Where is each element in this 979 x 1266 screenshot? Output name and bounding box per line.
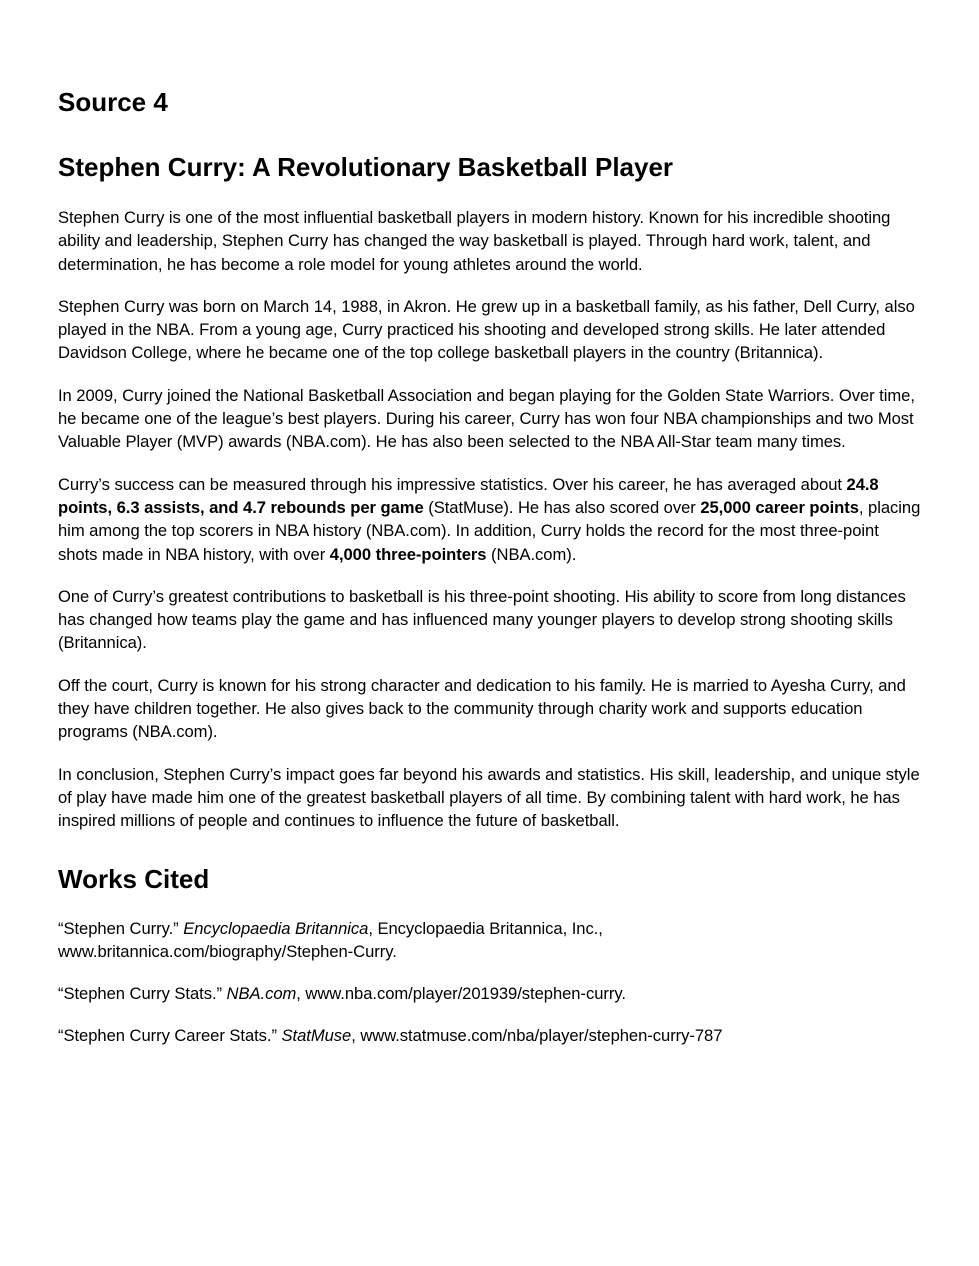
paragraph-three-point: One of Curry’s greatest contributions to basketball is his three-point shooting. His ability to score from long distances has changed how teams play the game and has influenced many younger players to develop strong shooting skills (Britannica). (58, 586, 906, 653)
citation-title: “Stephen Curry Stats.” (58, 984, 227, 1004)
paragraph-nba-career: In 2009, Curry joined the National Basketball Association and began playing for the Golden State Warriors. Over time, he became one of the league’s best players. During his career, Curry has won four NBA championships and two Most Valuable Player (MVP) awards (NBA.com). He has also been selected to the NBA All-Star team many times. (58, 385, 915, 452)
citation-title: “Stephen Curry Career Stats.” (58, 1026, 282, 1046)
paragraph-intro: Stephen Curry is one of the most influential basketball players in modern history. Known for his incredible shooting ability and leadership, Stephen Curry has changed the way basketball is played. Through hard work, talent, and determination, he has become a role model for young athletes around the world. (58, 208, 891, 274)
works-cited-heading: Works Cited (58, 863, 210, 894)
stats-text-2: (StatMuse). He has also scored over (423, 497, 701, 517)
citation-source: StatMuse (281, 1026, 352, 1046)
citation-url: www.britannica.com/biography/Stephen-Curry. (58, 941, 397, 961)
stats-text-3: , placing him among the top scorers in NBA history (NBA.com). In addition, Curry holds the record for the most three-point shots made in NBA history, with over (58, 497, 921, 564)
citation-source: Encyclopaedia Britannica (183, 918, 369, 938)
paragraph-conclusion: In conclusion, Stephen Curry’s impact goes far beyond his awards and statistics. His skill, leadership, and unique style of play have made him one of the greatest basketball players of all time. By combining talent with hard work, he has inspired millions of people and continues to influence the future of basketball. (58, 764, 920, 831)
citation-rest: , www.nba.com/player/201939/stephen-curry. (296, 984, 626, 1004)
paragraph-off-court: Off the court, Curry is known for his strong character and dedication to his family. He is married to Ayesha Curry, and they have children together. He also gives back to the community through charity work and supports education programs (NBA.com). (58, 675, 906, 742)
citation-source: NBA.com (226, 984, 297, 1004)
paragraph-statistics (58, 473, 921, 566)
article-title: Stephen Curry: A Revolutionary Basketball Player (58, 152, 674, 182)
stats-averages: 24.8 points, 6.3 assists, and 4.7 rebounds per game (58, 474, 879, 517)
stats-career-points: 25,000 career points (700, 497, 859, 517)
citation-statmuse (58, 1024, 921, 1047)
stats-three-pointers: 4,000 three-pointers (329, 544, 487, 564)
citation-britannica (58, 917, 921, 964)
source-label: Source 4 (58, 87, 168, 117)
citation-nba (58, 982, 921, 1005)
citation-rest: , www.statmuse.com/nba/player/stephen-curry-787 (351, 1026, 723, 1046)
paragraph-early-life: Stephen Curry was born on March 14, 1988, in Akron. He grew up in a basketball family, as his father, Dell Curry, also played in the NBA. From a young age, Curry practiced his shooting and developed strong skills. He later attended Davidson College, where he became one of the top college basketball players in the country (Britannica). (58, 296, 915, 363)
citation-title: “Stephen Curry.” (58, 918, 184, 938)
stats-text-4: (NBA.com). (486, 544, 577, 564)
stats-text-1: Curry’s success can be measured through his impressive statistics. Over his career, he has averaged about (58, 474, 847, 494)
citation-rest: , Encyclopaedia Britannica, Inc., (368, 918, 603, 938)
